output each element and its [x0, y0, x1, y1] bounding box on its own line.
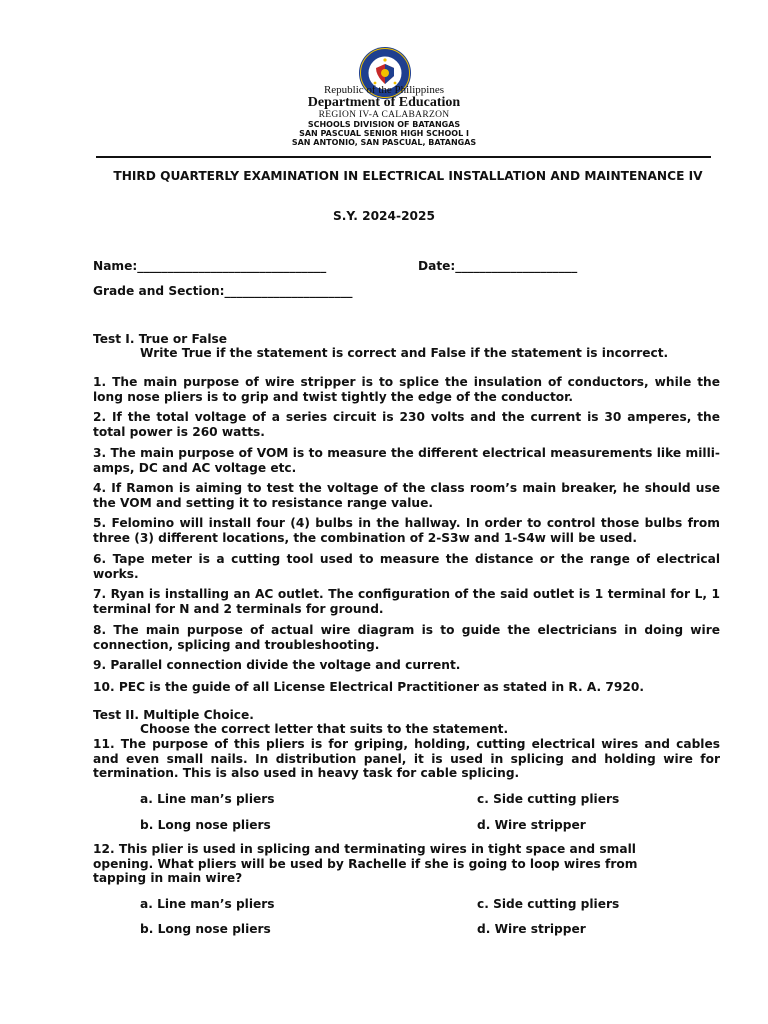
region-line: REGION IV-A CALABARZON — [318, 110, 450, 120]
header-divider — [96, 156, 711, 158]
school-name: SAN PASCUAL SENIOR HIGH SCHOOL I — [299, 129, 469, 138]
mc-11-choice-c: c. Side cutting pliers — [477, 792, 620, 806]
mc-12-choice-d: d. Wire stripper — [477, 922, 586, 936]
mc-12-choice-b: b. Long nose pliers — [140, 922, 271, 936]
school-address: SAN ANTONIO, SAN PASCUAL, BATANGAS — [291, 138, 477, 147]
school-year: S.Y. 2024-2025 — [333, 209, 435, 223]
tf-item-10: 10. PEC is the guide of all License Electrical Practitioner as stated in R. A. 7920. — [93, 680, 644, 694]
tf-item-1: 1. The main purpose of wire stripper is to splice the insulation of conductors, while the long nose pliers is to grip and twist tightly the edge of the conductor. — [93, 375, 720, 404]
date-field[interactable]: Date:____________________ — [418, 259, 578, 273]
mc-11-choice-b: b. Long nose pliers — [140, 818, 271, 832]
tf-item-5: 5. Felomino will install four (4) bulbs in the hallway. In order to control those bulbs from three (3) different locations, the combination of 2-S3w and 1-S4w will be used. — [93, 516, 720, 545]
tf-item-4: 4. If Ramon is aiming to test the voltage of the class room’s main breaker, he should use the VOM and setting it to resistance range value. — [93, 481, 720, 510]
mc-12-choice-c: c. Side cutting pliers — [477, 897, 620, 911]
mc-question-12: 12. This plier is used in splicing and terminating wires in tight space and small opening. What pliers will be used by Rachelle if she is going to loop wires from tapping in main wire? — [93, 842, 638, 885]
tf-item-2: 2. If the total voltage of a series circuit is 230 volts and the current is 30 amperes, the total power is 260 watts. — [93, 410, 720, 439]
test2-title: Test II. Multiple Choice. — [93, 708, 254, 722]
test1-instruction: Write True if the statement is correct and False if the statement is incorrect. — [140, 346, 669, 360]
republic-line: Republic of the Philippines — [323, 84, 445, 96]
grade-section-field[interactable]: Grade and Section:_____________________ — [93, 284, 353, 298]
mc-11-choice-d: d. Wire stripper — [477, 818, 586, 832]
exam-title: THIRD QUARTERLY EXAMINATION IN ELECTRICAL INSTALLATION AND MAINTENANCE IV — [113, 169, 703, 183]
test1-title: Test I. True or False — [93, 332, 228, 346]
tf-item-7: 7. Ryan is installing an AC outlet. The configuration of the said outlet is 1 terminal for L, 1 terminal for N and 2 terminals for ground. — [93, 587, 720, 616]
mc-12-choice-a: a. Line man’s pliers — [140, 897, 275, 911]
test2-instruction: Choose the correct letter that suits to the statement. — [140, 722, 509, 736]
tf-item-3: 3. The main purpose of VOM is to measure the different electrical measurements like milli-amps, DC and AC voltage etc. — [93, 446, 720, 475]
division-line: SCHOOLS DIVISION OF BATANGAS — [307, 120, 461, 129]
tf-item-8: 8. The main purpose of actual wire diagram is to guide the electricians in doing wire connection, splicing and troubleshooting. — [93, 623, 720, 652]
name-field[interactable]: Name:_______________________________ — [93, 259, 327, 273]
mc-11-choice-a: a. Line man’s pliers — [140, 792, 275, 806]
tf-item-9: 9. Parallel connection divide the voltage and current. — [93, 658, 461, 672]
tf-item-6: 6. Tape meter is a cutting tool used to measure the distance or the range of electrical works. — [93, 552, 720, 581]
mc-question-11: 11. The purpose of this pliers is for griping, holding, cutting electrical wires and cables and even small nails. In distribution panel, it is used in splicing and holding wire for termination. This is also used in heavy task for cable splicing. — [93, 737, 720, 780]
department-name: Department of Education — [307, 95, 461, 110]
